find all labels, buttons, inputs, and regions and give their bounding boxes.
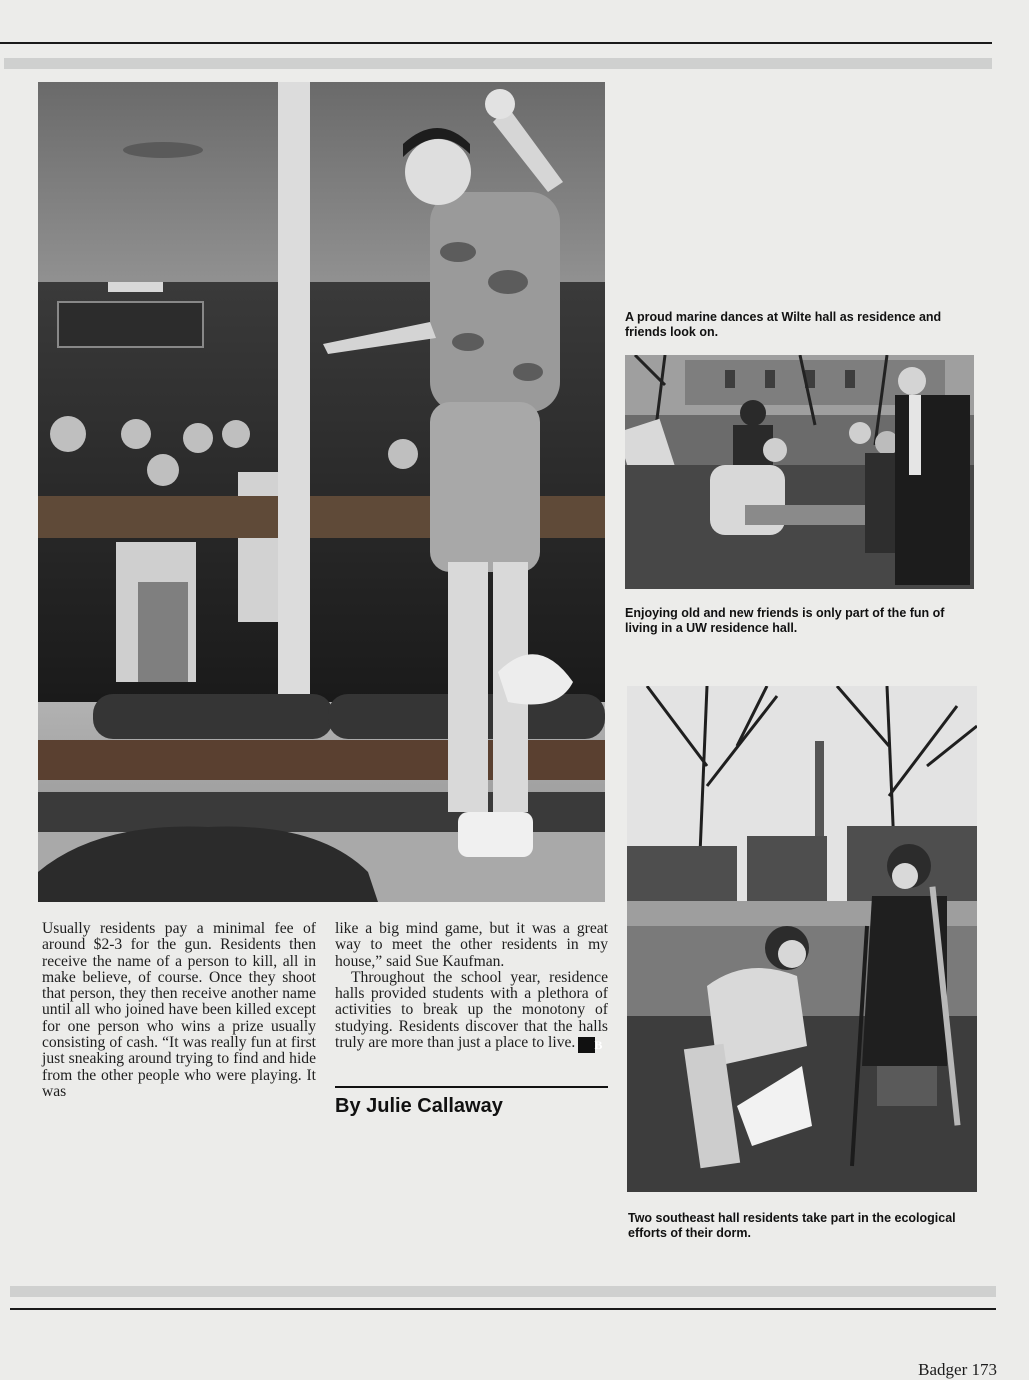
top-rule [0,42,992,44]
byline: By Julie Callaway [335,1095,503,1117]
article-left-column [42,921,316,1100]
tree-photo-caption: Two southeast hall residents take part in the ecological efforts of their dorm. [628,1211,956,1240]
bottom-rule [10,1308,996,1310]
article-closing-text: Throughout the school year, residence halls provided students with a plethora of activities to break up the monotony of studying. Residents discover that the halls truly are more than just a place to live. [335,968,608,1052]
friends-photo-caption: Enjoying old and new friends is only part of the fun of living in a UW residence hall. [625,606,945,635]
article-paragraph: like a big mind game, but it was a great way to meet the other residents in my house,” said Sue Kaufman. [335,920,608,970]
marine-photo-caption: A proud marine dances at Wilte hall as residence and friends look on. [625,310,942,339]
bottom-band [10,1286,996,1297]
byline-rule [335,1086,608,1088]
tree-planting-photo [627,686,977,1192]
article-paragraph: Usually residents pay a minimal fee of around $2-3 for the gun. Residents then receive the name of a person to kill, all in make believe, of course. Once they shoot that person, they then receive another name until all who joined have been killed except for one person who wins a prize usually consisting of cash. “It was really fun at first just sneaking around trying to find and hide from the other people who were playing. It was [42,920,316,1100]
article-paragraph [335,970,608,1053]
top-band [4,58,992,69]
page-folio: Badger 173 [918,1360,997,1379]
picnic-friends-photo [625,355,974,589]
end-mark-icon: B [578,1037,595,1053]
article-right-column [335,921,608,1053]
marine-dance-photo [38,82,605,902]
